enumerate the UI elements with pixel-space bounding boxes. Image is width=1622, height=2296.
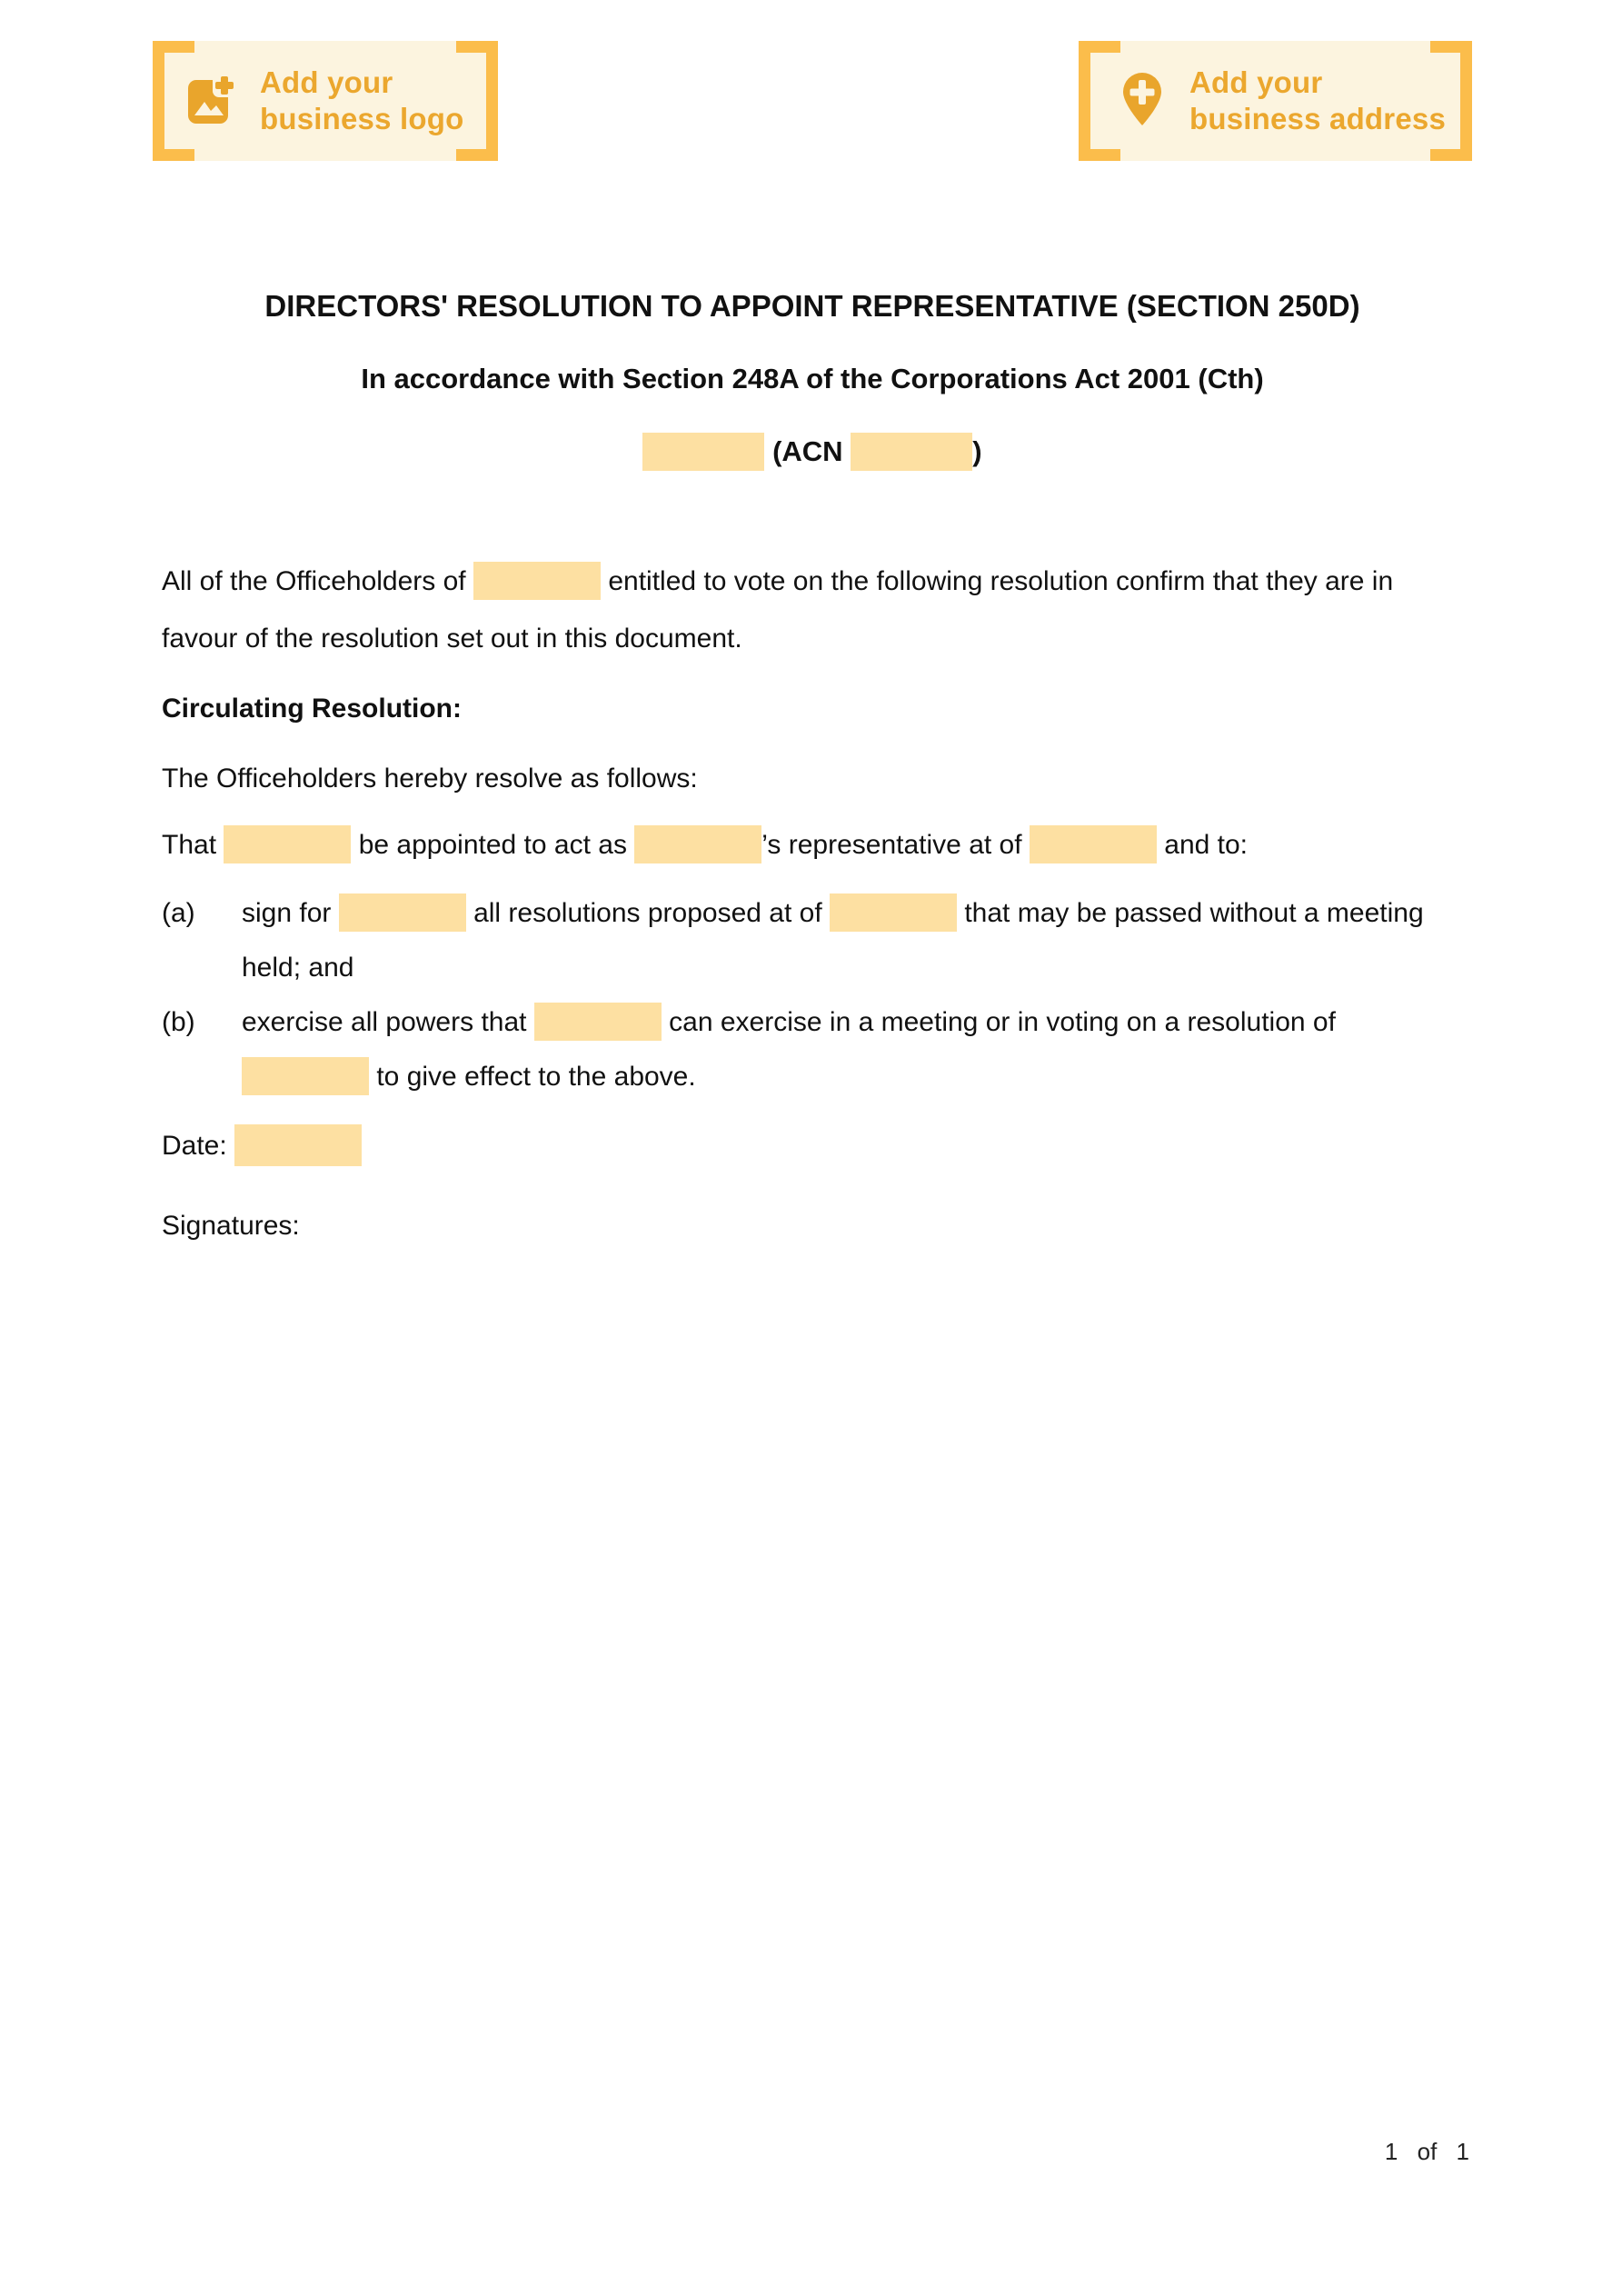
that-text-3: ’s representative at of [761, 830, 1022, 860]
document-subtitle: In accordance with Section 248A of the Corporations Act 2001 (Cth) [361, 363, 1264, 394]
list-item-b-body [242, 995, 1463, 1104]
badge-logo-label-line1: Add your [260, 65, 393, 99]
badge-address-label [1189, 65, 1446, 137]
acn-close-text: ) [972, 435, 982, 467]
that-text-2: be appointed to act as [358, 830, 627, 860]
company-name-placeholder[interactable] [1030, 825, 1157, 863]
location-pin-add-icon [1119, 69, 1166, 134]
item-b-text-1: exercise all powers that [242, 1007, 527, 1037]
acn-number-placeholder[interactable] [851, 433, 972, 471]
add-business-address-button[interactable] [1079, 41, 1472, 161]
company-acn-line [162, 431, 1463, 473]
list-item-b-label: (b) [162, 1007, 195, 1037]
badge-logo-label [260, 65, 463, 137]
that-text-1: That [162, 830, 217, 860]
company-name-placeholder[interactable] [634, 825, 761, 863]
list-item-b [162, 995, 1463, 1104]
badge-logo-label-line2: business logo [260, 102, 464, 135]
representative-name-placeholder[interactable] [224, 825, 351, 863]
resolve-line: The Officeholders hereby resolve as follows: [162, 764, 698, 794]
bracket-left-decoration [1079, 41, 1120, 161]
footer-separator: of [1417, 2138, 1438, 2165]
company-name-placeholder[interactable] [642, 433, 764, 471]
acn-open-text: (ACN [772, 435, 843, 467]
bracket-left-decoration [153, 41, 194, 161]
intro-paragraph [162, 553, 1463, 667]
add-business-logo-button[interactable] [153, 41, 498, 161]
representative-name-placeholder[interactable] [339, 893, 466, 932]
list-item-a-body [242, 886, 1463, 995]
footer-total-pages: 1 [1456, 2138, 1469, 2165]
date-line [162, 1119, 1463, 1173]
item-b-text-3: to give effect to the above. [376, 1062, 696, 1092]
list-item-a [162, 886, 1463, 995]
bracket-right-decoration [456, 41, 498, 161]
footer-current-page: 1 [1384, 2138, 1398, 2165]
company-name-placeholder[interactable] [473, 562, 601, 600]
intro-text-1: All of the Officeholders of [162, 566, 466, 596]
circulating-resolution-heading: Circulating Resolution: [162, 694, 462, 724]
bracket-right-decoration [1430, 41, 1472, 161]
company-name-placeholder[interactable] [830, 893, 957, 932]
list-item-a-label: (a) [162, 898, 195, 928]
signatures-label: Signatures: [162, 1211, 300, 1241]
badge-address-label-line1: Add your [1189, 65, 1323, 99]
page-number-footer [1385, 2138, 1469, 2166]
company-name-placeholder[interactable] [242, 1057, 369, 1095]
badge-address-label-line2: business address [1189, 102, 1446, 135]
that-line [162, 816, 1463, 873]
document-content [162, 287, 1463, 1253]
item-a-text-3: that may be passed without a meeting held; and [242, 898, 1424, 983]
document-title: DIRECTORS' RESOLUTION TO APPOINT REPRESENTATIVE (SECTION 250D) [264, 289, 1360, 323]
item-a-text-2: all resolutions proposed at of [473, 898, 822, 928]
item-b-text-2: can exercise in a meeting or in voting on a resolution of [669, 1007, 1336, 1037]
intro-text-2: entitled to vote on the following resolution confirm that they are in favour of the resolution set out in this document. [162, 566, 1394, 654]
that-text-4: and to: [1164, 830, 1249, 860]
item-a-text-1: sign for [242, 898, 332, 928]
date-label: Date: [162, 1131, 227, 1161]
company-name-placeholder[interactable] [534, 1003, 662, 1041]
date-placeholder[interactable] [234, 1124, 362, 1166]
image-add-icon [187, 74, 236, 129]
